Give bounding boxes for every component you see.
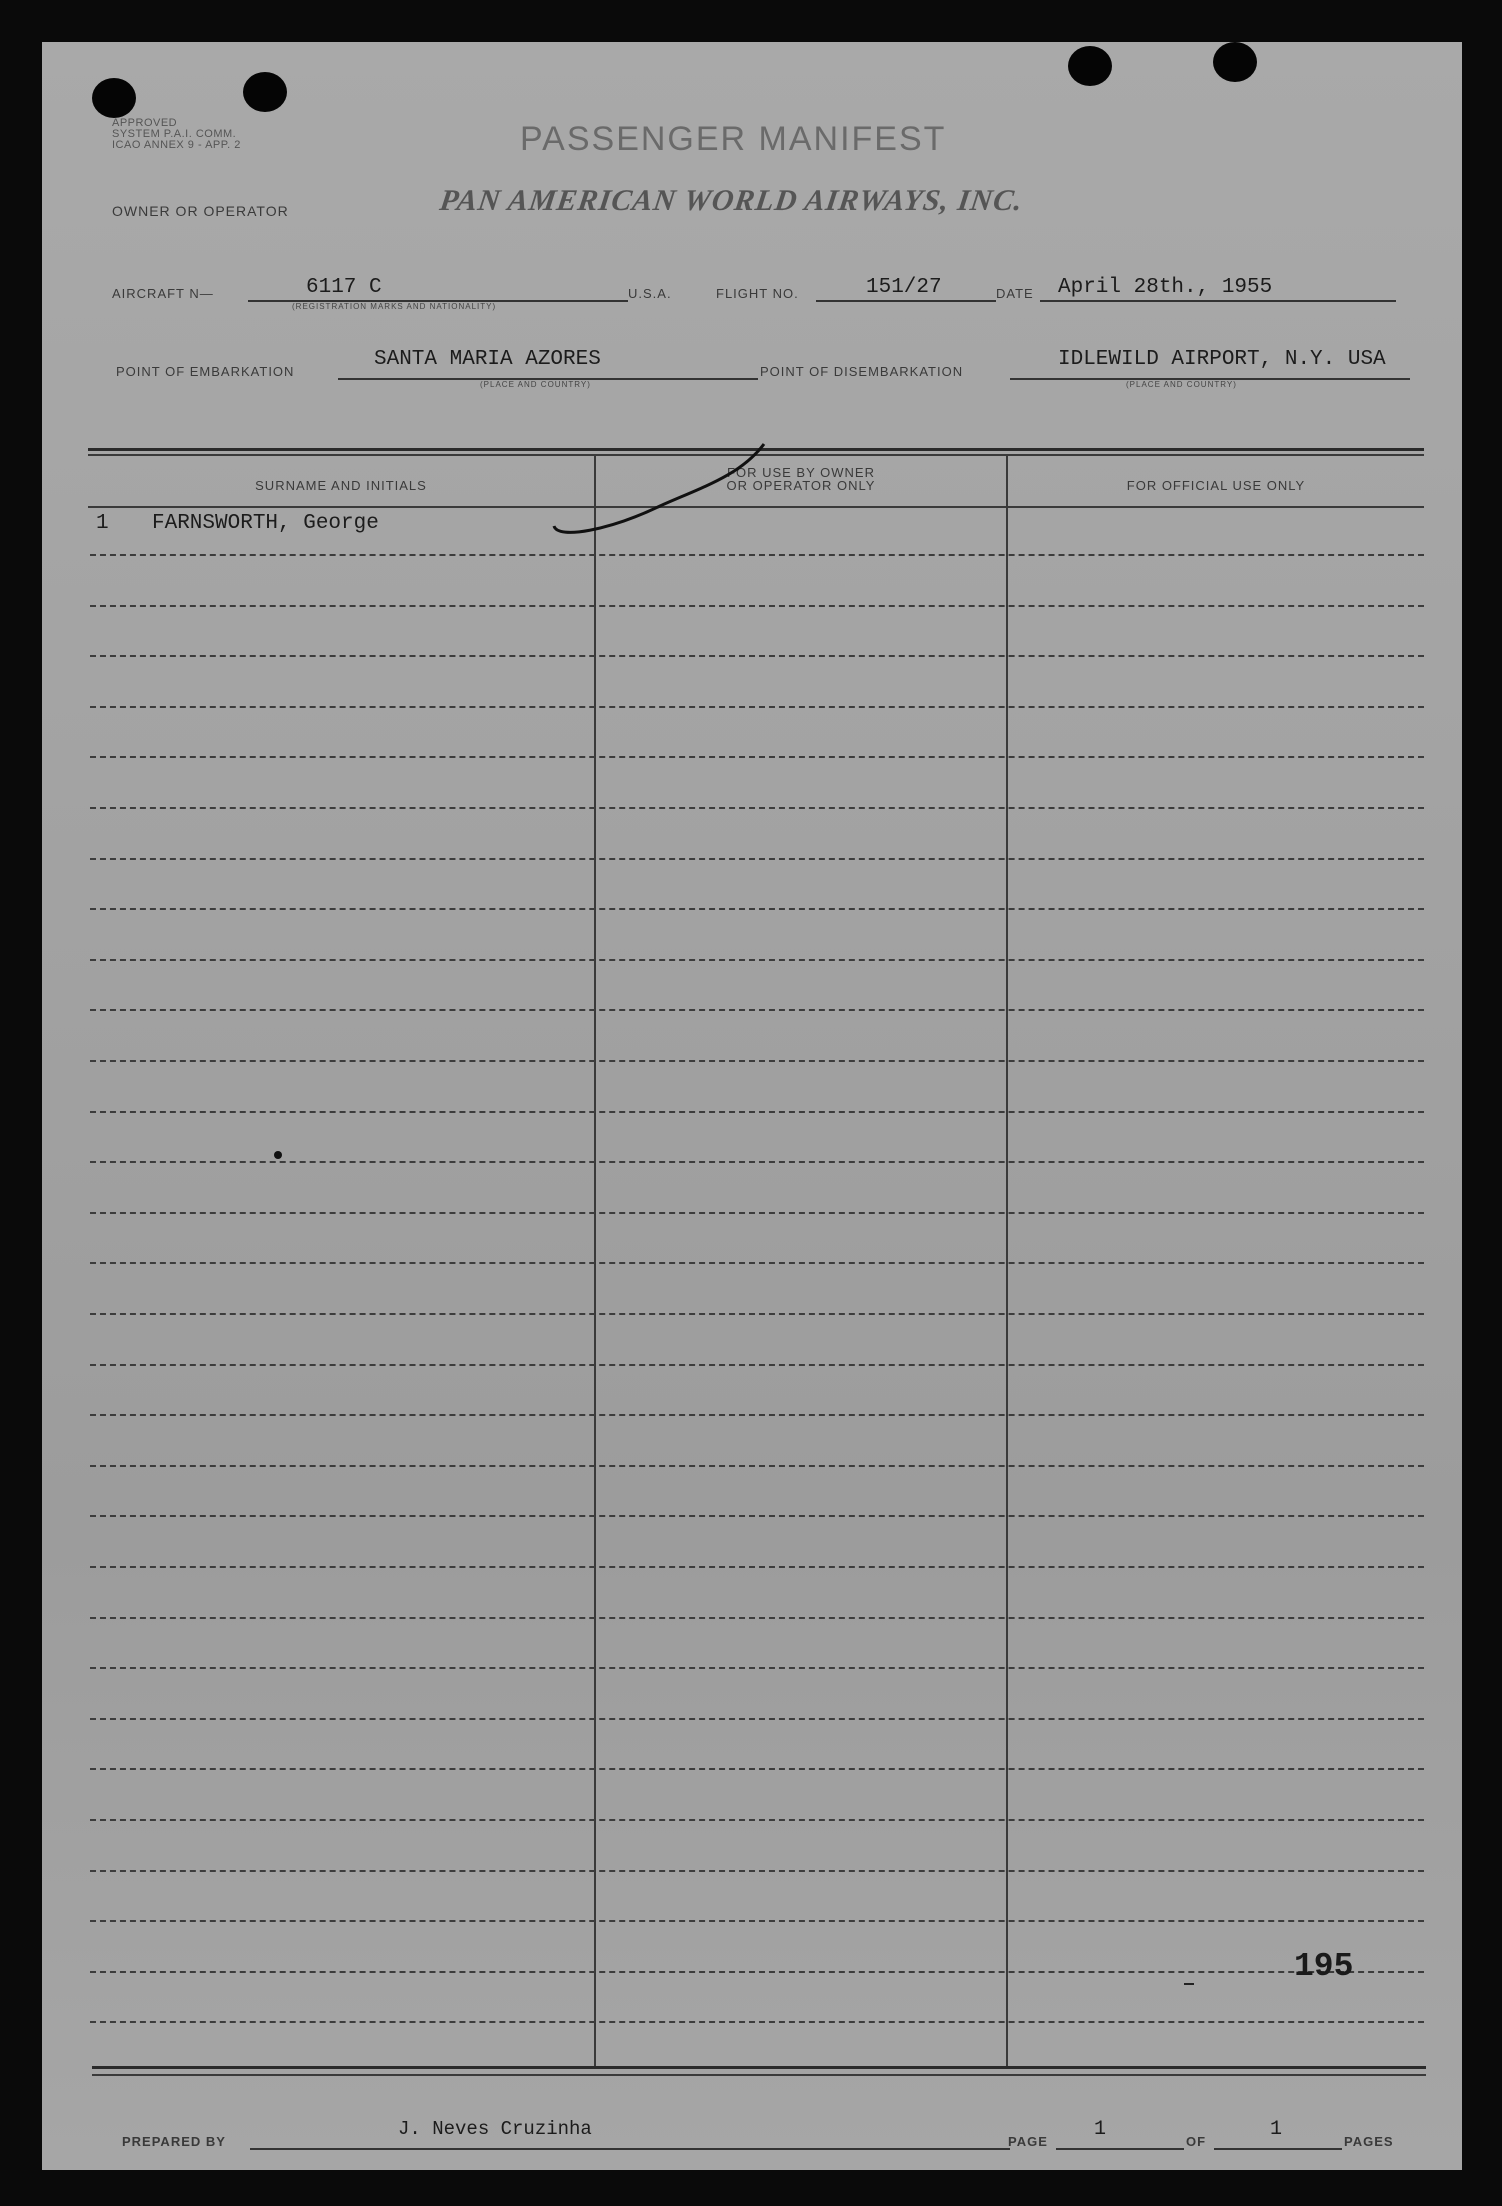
passenger-name: FARNSWORTH, George — [152, 512, 379, 535]
column-divider — [1006, 454, 1008, 2068]
approval-line: APPROVED — [112, 117, 178, 129]
row-rule — [90, 1870, 1424, 1872]
table-bottom-rule — [92, 2066, 1426, 2069]
row-rule — [90, 1161, 1424, 1163]
approval-note — [112, 118, 241, 151]
flight-label: FLIGHT NO. — [716, 286, 799, 301]
passenger-number: 1 — [96, 512, 109, 535]
row-rule — [90, 1920, 1424, 1922]
row-rule — [90, 1111, 1424, 1113]
usa-label: U.S.A. — [628, 286, 672, 301]
row-rule — [90, 706, 1424, 708]
aircraft-value: 6117 C — [306, 276, 382, 299]
stamp-mark — [1184, 1983, 1194, 1985]
aircraft-label: AIRCRAFT N— — [112, 286, 214, 301]
row-rule — [90, 959, 1424, 961]
embarkation-caption: (PLACE AND COUNTRY) — [480, 380, 591, 389]
row-rule — [90, 554, 1424, 556]
stamp-number: 195 — [1294, 1948, 1354, 1985]
row-rule — [90, 1768, 1424, 1770]
row-rule — [90, 807, 1424, 809]
punch-hole — [1213, 42, 1257, 82]
approval-line: ICAO ANNEX 9 - APP. 2 — [112, 139, 241, 151]
approval-line: SYSTEM P.A.I. COMM. — [112, 128, 237, 140]
row-rule — [90, 1313, 1424, 1315]
row-rule — [90, 605, 1424, 607]
row-rule — [90, 1667, 1424, 1669]
page-value: 1 — [1094, 2118, 1107, 2141]
row-rule — [90, 1971, 1424, 1973]
disembarkation-value: IDLEWILD AIRPORT, N.Y. USA — [1058, 348, 1386, 371]
row-rule — [90, 1617, 1424, 1619]
row-rule — [90, 1414, 1424, 1416]
disembarkation-label: POINT OF DISEMBARKATION — [760, 364, 964, 379]
of-line — [1214, 2148, 1342, 2150]
page-label: PAGE — [1008, 2134, 1048, 2149]
row-rule — [90, 2021, 1424, 2023]
prepared-by-value: J. Neves Cruzinha — [398, 2118, 592, 2140]
embarkation-label: POINT OF EMBARKATION — [116, 364, 295, 379]
of-label: OF — [1186, 2134, 1207, 2149]
row-rule — [90, 1566, 1424, 1568]
ink-dot — [274, 1151, 282, 1159]
operator-header-line: FOR USE BY OWNER — [727, 465, 875, 480]
surname-column-header: SURNAME AND INITIALS — [255, 478, 427, 493]
operator-header-line: OR OPERATOR ONLY — [726, 478, 876, 493]
row-rule — [90, 1364, 1424, 1366]
official-column-header: FOR OFFICIAL USE ONLY — [1126, 478, 1306, 493]
date-line — [1040, 300, 1396, 302]
of-value: 1 — [1270, 2118, 1283, 2141]
page-title: PASSENGER MANIFEST — [520, 120, 947, 158]
row-rule — [90, 908, 1424, 910]
check-mark — [550, 440, 770, 540]
flight-line — [816, 300, 996, 302]
row-rule — [90, 1262, 1424, 1264]
row-rule — [90, 1465, 1424, 1467]
row-rule — [90, 1212, 1424, 1214]
table-bottom-rule — [92, 2074, 1426, 2076]
prepared-by-label: PREPARED BY — [122, 2134, 226, 2149]
owner-value: PAN AMERICAN WORLD AIRWAYS, INC. — [437, 184, 1026, 217]
row-rule — [90, 858, 1424, 860]
aircraft-caption: (REGISTRATION MARKS AND NATIONALITY) — [292, 302, 497, 311]
row-rule — [90, 655, 1424, 657]
pages-label: PAGES — [1344, 2134, 1394, 2149]
owner-label: OWNER OR OPERATOR — [112, 203, 289, 219]
punch-hole — [243, 72, 287, 112]
row-rule — [90, 1515, 1424, 1517]
row-rule — [90, 1718, 1424, 1720]
row-rule — [90, 756, 1424, 758]
date-value: April 28th., 1955 — [1058, 276, 1273, 299]
disembarkation-caption: (PLACE AND COUNTRY) — [1126, 380, 1237, 389]
date-label: DATE — [996, 286, 1034, 301]
row-rule — [90, 1819, 1424, 1821]
punch-hole — [1068, 46, 1112, 86]
punch-hole — [92, 78, 136, 118]
embarkation-value: SANTA MARIA AZORES — [374, 348, 601, 371]
prepared-by-line — [250, 2148, 1010, 2150]
row-rule — [90, 1009, 1424, 1011]
page-line — [1056, 2148, 1184, 2150]
column-divider — [594, 454, 596, 2068]
row-rule — [90, 1060, 1424, 1062]
flight-value: 151/27 — [866, 276, 942, 299]
